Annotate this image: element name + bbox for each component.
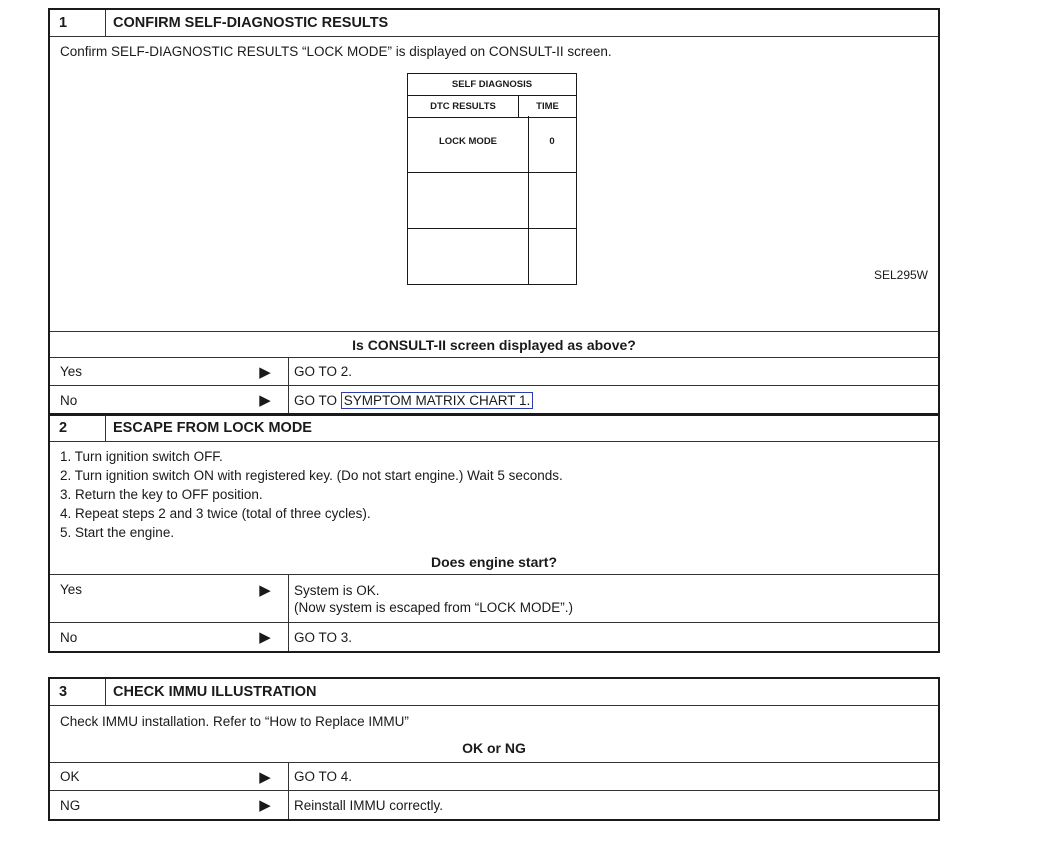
consult-title: SELF DIAGNOSIS xyxy=(408,74,576,96)
consult-screen-figure xyxy=(407,73,577,285)
answer-ng-result: Reinstall IMMU correctly. xyxy=(288,791,938,819)
symptom-matrix-chart-link[interactable]: SYMPTOM MATRIX CHART 1. xyxy=(341,392,534,409)
arrow-icon: ▶ xyxy=(259,768,271,786)
answer-no-row xyxy=(50,386,938,414)
procedure-step: 1. Turn ignition switch OFF. xyxy=(60,449,223,464)
arrow-icon: ▶ xyxy=(259,392,271,409)
answer-yes-result: GO TO 2. xyxy=(288,358,938,385)
answer-ng-row xyxy=(50,791,938,819)
answer-ok-label: OK xyxy=(60,769,80,784)
step-instruction: Check IMMU installation. Refer to “How to Replace IMMU” xyxy=(60,714,409,729)
dtc-time-value: 0 xyxy=(549,136,555,147)
answer-yes-row xyxy=(50,358,938,386)
step-2-body xyxy=(50,442,938,575)
step-instruction: Confirm SELF-DIAGNOSTIC RESULTS “LOCK MODE” is displayed on CONSULT-II screen. xyxy=(60,44,612,59)
answer-no-label: No xyxy=(60,629,78,645)
answer-no-row xyxy=(50,623,938,651)
procedure-step: 2. Turn ignition switch ON with registered key. (Do not start engine.) Wait 5 seconds. xyxy=(60,468,563,483)
step-1-box xyxy=(48,8,940,416)
step-number: 1 xyxy=(50,10,106,36)
arrow-icon: ▶ xyxy=(259,582,271,599)
consult-headers xyxy=(408,96,576,118)
goto-prefix: GO TO xyxy=(294,392,341,408)
step-2-header xyxy=(50,415,938,442)
col-dtc-results: DTC RESULTS xyxy=(408,96,519,117)
arrow-icon: ▶ xyxy=(259,797,271,814)
col-time: TIME xyxy=(536,101,559,112)
step-2-question: Does engine start? xyxy=(430,554,558,570)
answer-ok-result: GO TO 4. xyxy=(288,763,938,790)
answer-yes-label: Yes xyxy=(60,582,83,597)
step-3-box xyxy=(48,677,940,821)
answer-yes-result: System is OK. (Now system is escaped from “LOCK MODE”.) xyxy=(288,575,938,622)
answer-no-result: GO TO 3. xyxy=(288,623,938,651)
procedure-step: 5. Start the engine. xyxy=(60,525,175,540)
arrow-icon: ▶ xyxy=(259,363,271,381)
procedure-list xyxy=(50,442,938,542)
answer-ok-row xyxy=(50,763,938,791)
answer-ng-label: NG xyxy=(60,797,81,813)
step-title: CONFIRM SELF-DIAGNOSTIC RESULTS xyxy=(113,15,389,31)
consult-grid xyxy=(408,116,576,284)
dtc-lock-mode: LOCK MODE xyxy=(438,136,498,147)
procedure-step: 4. Repeat steps 2 and 3 twice (total of three cycles). xyxy=(60,506,371,521)
step-3-header xyxy=(50,679,938,706)
arrow-icon: ▶ xyxy=(259,629,271,646)
answer-no-result xyxy=(288,386,938,414)
step-3-question: OK or NG xyxy=(462,740,526,756)
step-number: 3 xyxy=(50,679,106,705)
step-1-question: Is CONSULT-II screen displayed as above? xyxy=(50,332,938,358)
step-number: 2 xyxy=(50,415,106,441)
answer-yes-label: Yes xyxy=(60,364,83,379)
procedure-step: 3. Return the key to OFF position. xyxy=(60,487,263,502)
step-3-body xyxy=(50,706,938,763)
step-1-header xyxy=(50,10,938,37)
answer-yes-row xyxy=(50,575,938,623)
answer-no-label: No xyxy=(60,392,78,408)
step-title: CHECK IMMU ILLUSTRATION xyxy=(113,684,317,700)
figure-id: SEL295W xyxy=(873,268,928,282)
step-1-body xyxy=(50,37,938,332)
step-2-box xyxy=(48,413,940,653)
step-title: ESCAPE FROM LOCK MODE xyxy=(113,420,312,436)
